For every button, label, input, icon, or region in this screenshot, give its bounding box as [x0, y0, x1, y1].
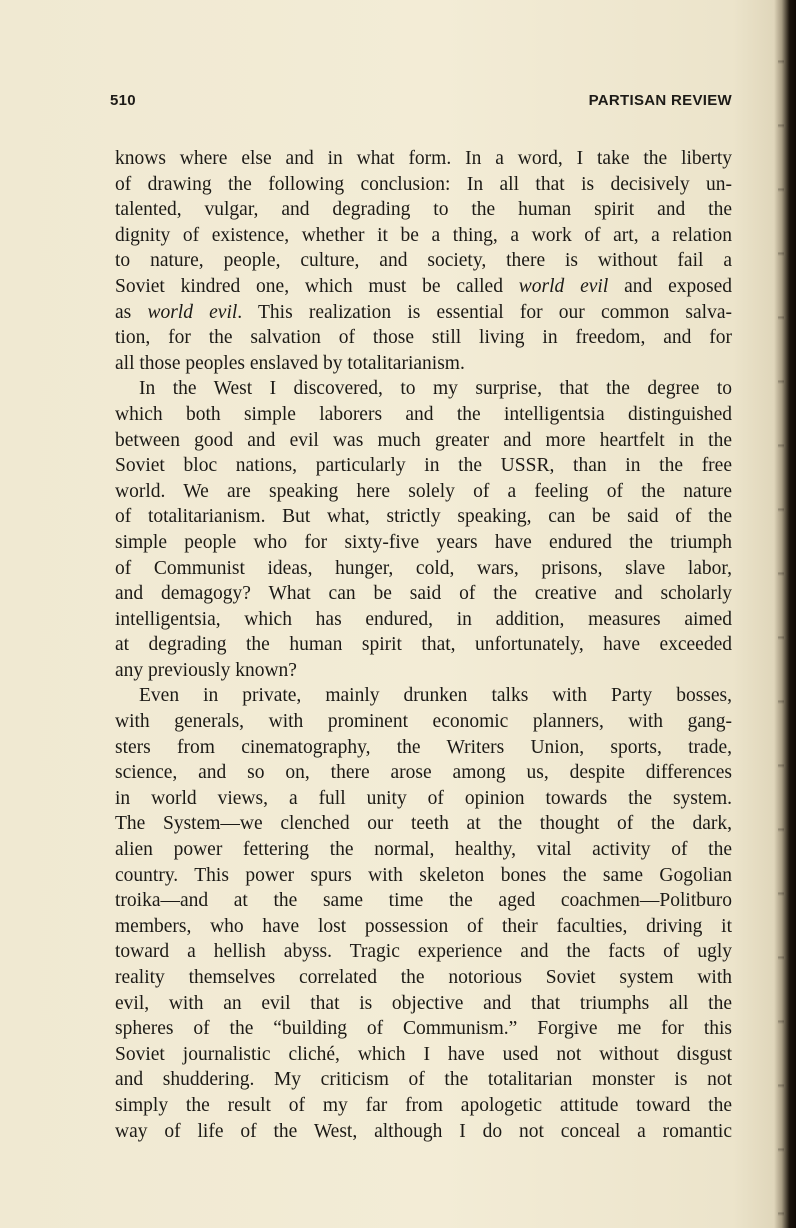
text-line: of Communist ideas, hunger, cold, wars, prisons, slave labor,	[115, 557, 732, 579]
running-head	[110, 92, 732, 112]
text-line: way of life of the West, although I do not conceal a romantic	[115, 1120, 732, 1142]
text-run: . This realization is essential for our common salva-	[237, 301, 732, 323]
text-line: dignity of existence, whether it be a thing, a work of art, a relation	[115, 224, 732, 246]
text-line: tion, for the salvation of those still living in freedom, and for	[115, 327, 732, 349]
text-line: country. This power spurs with skeleton bones the same Gogolian	[115, 864, 732, 886]
text-line: which both simple laborers and the intelligentsia distinguished	[115, 403, 732, 425]
text-line: reality themselves correlated the notorious Soviet system with	[115, 967, 732, 988]
text-line: Even in private, mainly drunken talks with Party bosses,	[139, 685, 732, 707]
text-line: evil, with an evil that is objective and that triumphs all the	[115, 992, 732, 1014]
text-line: In the West I discovered, to my surprise, that the degree to	[139, 378, 732, 400]
text-line: spheres of the “building of Communism.” Forgive me for this	[115, 1018, 732, 1040]
text-line: and shuddering. My criticism of the totalitarian monster is not	[115, 1069, 732, 1091]
text-line: any previously known?	[115, 659, 297, 681]
text-line: Soviet journalistic cliché, which I have used not without disgust	[115, 1043, 732, 1065]
text-line: troika—and at the same time the aged coachmen—Politburo	[115, 890, 732, 912]
text-line: toward a hellish abyss. Tragic experience and the facts of ugly	[115, 941, 732, 963]
text-line: talented, vulgar, and degrading to the human spirit and the	[115, 199, 732, 221]
text-line: knows where else and in what form. In a word, I take the liberty	[115, 148, 732, 169]
text-line: at degrading the human spirit that, unfortunately, have exceeded	[115, 634, 732, 656]
text-run: as	[115, 301, 148, 323]
emphasis-world-evil: world evil	[518, 275, 609, 297]
text-line: sters from cinematography, the Writers Union, sports, trade,	[115, 736, 732, 758]
text-run: and exposed	[608, 275, 732, 297]
text-line: world. We are speaking here solely of a feeling of the nature	[115, 480, 732, 502]
text-line: Soviet bloc nations, particularly in the USSR, than in the free	[115, 455, 732, 477]
text-line: all those peoples enslaved by totalitarianism.	[115, 352, 465, 374]
journal-title: PARTISAN REVIEW	[588, 92, 732, 109]
text-line: intelligentsia, which has endured, in addition, measures aimed	[115, 608, 732, 630]
page-edge-specks	[778, 0, 784, 1228]
text-line: and demagogy? What can be said of the creative and scholarly	[115, 583, 732, 605]
text-line: The System—we clenched our teeth at the thought of the dark,	[115, 813, 732, 835]
text-line: simple people who for sixty-five years have endured the triumph	[115, 531, 732, 553]
text-line: to nature, people, culture, and society, there is without fail a	[115, 250, 732, 272]
text-line: alien power fettering the normal, healthy, vital activity of the	[115, 839, 732, 861]
text-line: members, who have lost possession of their faculties, driving it	[115, 915, 732, 937]
body-text	[115, 146, 732, 1144]
text-line: science, and so on, there arose among us, despite differences	[115, 762, 732, 784]
text-line	[115, 300, 732, 326]
text-line: with generals, with prominent economic planners, with gang-	[115, 711, 732, 733]
text-line: in world views, a full unity of opinion towards the system.	[115, 787, 732, 809]
page-number: 510	[110, 92, 136, 109]
text-line	[115, 274, 732, 300]
text-run: Soviet kindred one, which must be called	[115, 275, 519, 297]
text-line: of drawing the following conclusion: In all that is decisively un-	[115, 173, 732, 195]
text-line: of totalitarianism. But what, strictly speaking, can be said of the	[115, 506, 732, 528]
text-line: between good and evil was much greater and more heartfelt in the	[115, 429, 732, 451]
emphasis-world-evil: world evil	[147, 301, 238, 323]
text-line: simply the result of my far from apologetic attitude toward the	[115, 1094, 732, 1116]
